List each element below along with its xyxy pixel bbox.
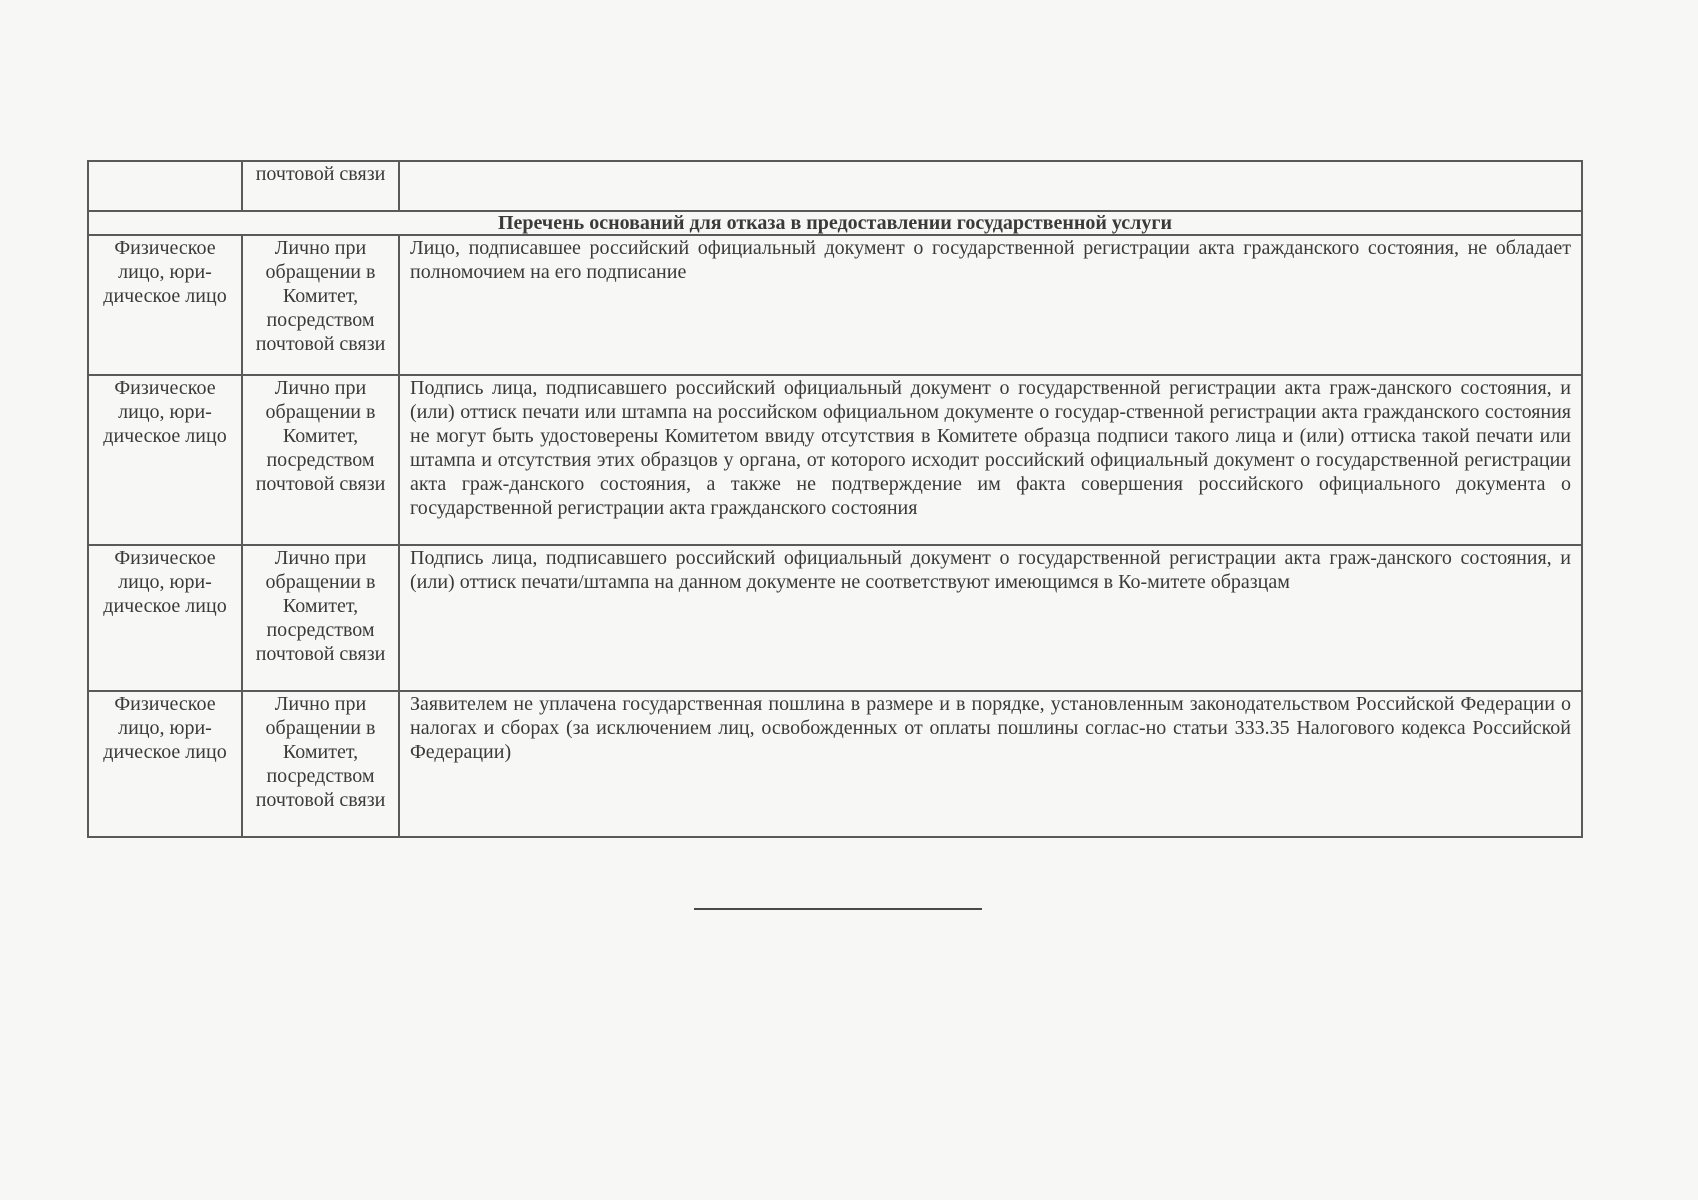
table-row-continuation: [88, 161, 1582, 211]
table-cell-reason: Заявителем не уплачена государственная пошлина в размере и в порядке, установленным законодательством Российской Федерации о налогах и сборах (за исключением лиц, освобожденных от оплаты пошлины соглас-но статьи 333.35 Налогового кодекса Российской Федерации): [399, 691, 1582, 837]
table-row: [88, 235, 1582, 375]
table-cell-applicant: Физическое лицо, юри-дическое лицо: [88, 545, 242, 691]
footer-divider: [694, 908, 982, 910]
table-cell-reason: Лицо, подписавшее российский официальный документ о государственной регистрации акта гражданского состояния, не обладает полномочием на его подписание: [399, 235, 1582, 375]
table-cell-applicant: [88, 161, 242, 211]
section-heading: Перечень оснований для отказа в предоставлении государственной услуги: [88, 211, 1582, 235]
table-cell-method: Лично при обращении в Комитет, посредством почтовой связи: [242, 545, 399, 691]
table-row: [88, 691, 1582, 837]
table-row: [88, 375, 1582, 545]
table-cell-method: почтовой связи: [242, 161, 399, 211]
table-cell-reason: Подпись лица, подписавшего российский официальный документ о государственной регистрации акта граж-данского состояния, и (или) оттиск печати или штампа на российском официальном документе о государ-ственной регистрации акта гражданского состояния не могут быть удостоверены Комитетом ввиду отсутствия в Комитете образца подписи такого лица и (или) оттиска такой печати или штампа и отсутствия этих образцов у органа, от которого исходит российский официальный документ о государственной регистрации акта граж-данского состояния, а также не подтверждение им факта совершения российского официального документа о государственной регистрации акта гражданского состояния: [399, 375, 1582, 545]
table-cell-applicant: Физическое лицо, юри-дическое лицо: [88, 691, 242, 837]
section-heading-row: [88, 211, 1582, 235]
table-cell-method: Лично при обращении в Комитет, посредством почтовой связи: [242, 375, 399, 545]
table-row: [88, 545, 1582, 691]
table-cell-method: Лично при обращении в Комитет, посредством почтовой связи: [242, 235, 399, 375]
table-cell-reason: [399, 161, 1582, 211]
table-cell-method: Лично при обращении в Комитет, посредством почтовой связи: [242, 691, 399, 837]
refusal-grounds-table: [87, 160, 1583, 838]
table-cell-applicant: Физическое лицо, юри-дическое лицо: [88, 235, 242, 375]
table-cell-reason: Подпись лица, подписавшего российский официальный документ о государственной регистрации акта граж-данского состояния, и (или) оттиск печати/штампа на данном документе не соответствуют имеющимся в Ко-митете образцам: [399, 545, 1582, 691]
table-cell-applicant: Физическое лицо, юри-дическое лицо: [88, 375, 242, 545]
